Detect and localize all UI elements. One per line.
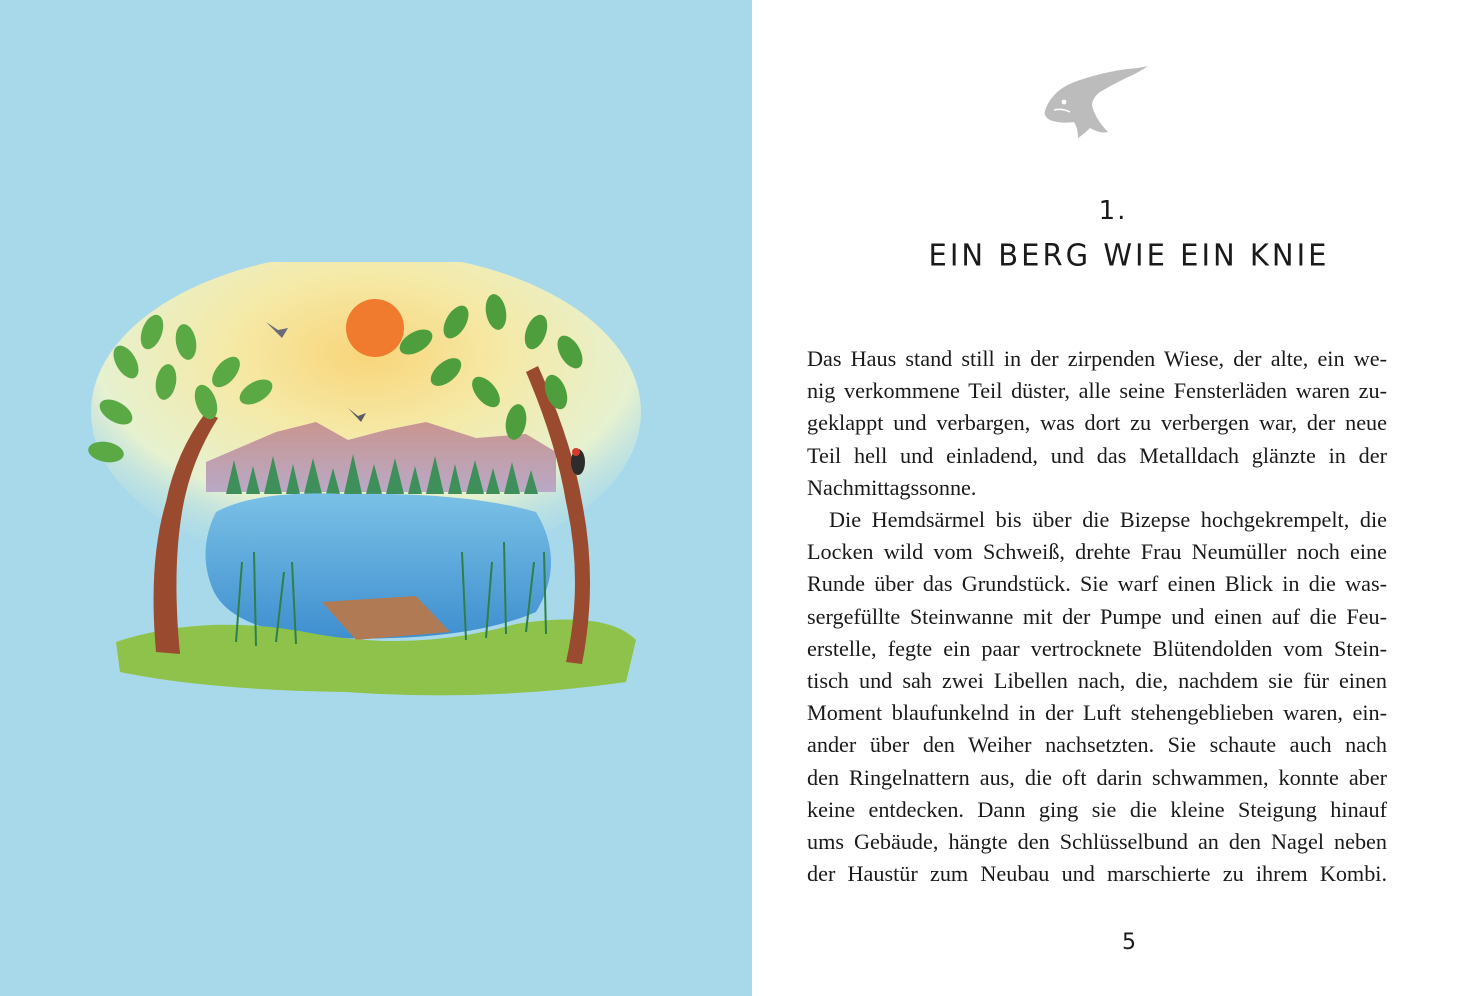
text-line: Die Hemdsärmel bis über die Bizepse hochgekrempelt, die bbox=[829, 507, 1387, 533]
text-line: ums Gebäude, hängte den Schlüsselbund an den Nagel neben bbox=[807, 829, 1387, 855]
text-line: sergefüllte Steinwanne mit der Pumpe und einen auf die Feu- bbox=[807, 603, 1387, 629]
text-line: tisch und sah zwei Libellen nach, die, nachdem sie für einen bbox=[807, 668, 1387, 694]
text-line: der Haustür zum Neubau und marschierte zu ihrem Kombi. bbox=[807, 861, 1387, 887]
text-line: erstelle, fegte ein paar vertrocknete Blütendolden vom Stein- bbox=[807, 635, 1387, 661]
page-number: 5 bbox=[1122, 930, 1136, 955]
text-line: ander über den Weiher nachsetzten. Sie schaute auch nach bbox=[807, 732, 1387, 758]
lake-landscape-illustration bbox=[86, 262, 646, 702]
fish-icon bbox=[1040, 58, 1150, 142]
woodpecker-head bbox=[572, 448, 580, 456]
text-line: Moment blaufunkelnd in der Luft stehengeblieben waren, ein- bbox=[807, 700, 1387, 726]
text-line: Teil hell und einladend, und das Metalldach glänzte in der bbox=[807, 442, 1387, 468]
text-line: den Ringelnattern aus, die oft darin schwammen, konnte aber bbox=[807, 764, 1387, 790]
chapter-title: EIN BERG WIE EIN KNIE bbox=[928, 237, 1330, 273]
text-line: nig verkommene Teil düster, alle seine Fensterläden waren zu- bbox=[807, 378, 1387, 404]
text-line: Nachmittagssonne. bbox=[807, 474, 977, 500]
text-line: Locken wild vom Schweiß, drehte Frau Neumüller noch eine bbox=[807, 539, 1387, 565]
sun bbox=[346, 299, 404, 357]
chapter-body-text bbox=[807, 343, 1387, 890]
chapter-number: 1. bbox=[1098, 196, 1128, 226]
text-line: Runde über das Grundstück. Sie warf einen Blick in die was- bbox=[807, 571, 1387, 597]
text-line: Das Haus stand still in der zirpenden Wiese, der alte, ein we- bbox=[807, 346, 1387, 371]
right-page-text-panel bbox=[752, 0, 1474, 996]
text-line: keine entdecken. Dann ging sie die kleine Steigung hinauf bbox=[807, 796, 1387, 822]
text-line: geklappt und verbargen, was dort zu verbergen war, der neue bbox=[807, 410, 1387, 436]
